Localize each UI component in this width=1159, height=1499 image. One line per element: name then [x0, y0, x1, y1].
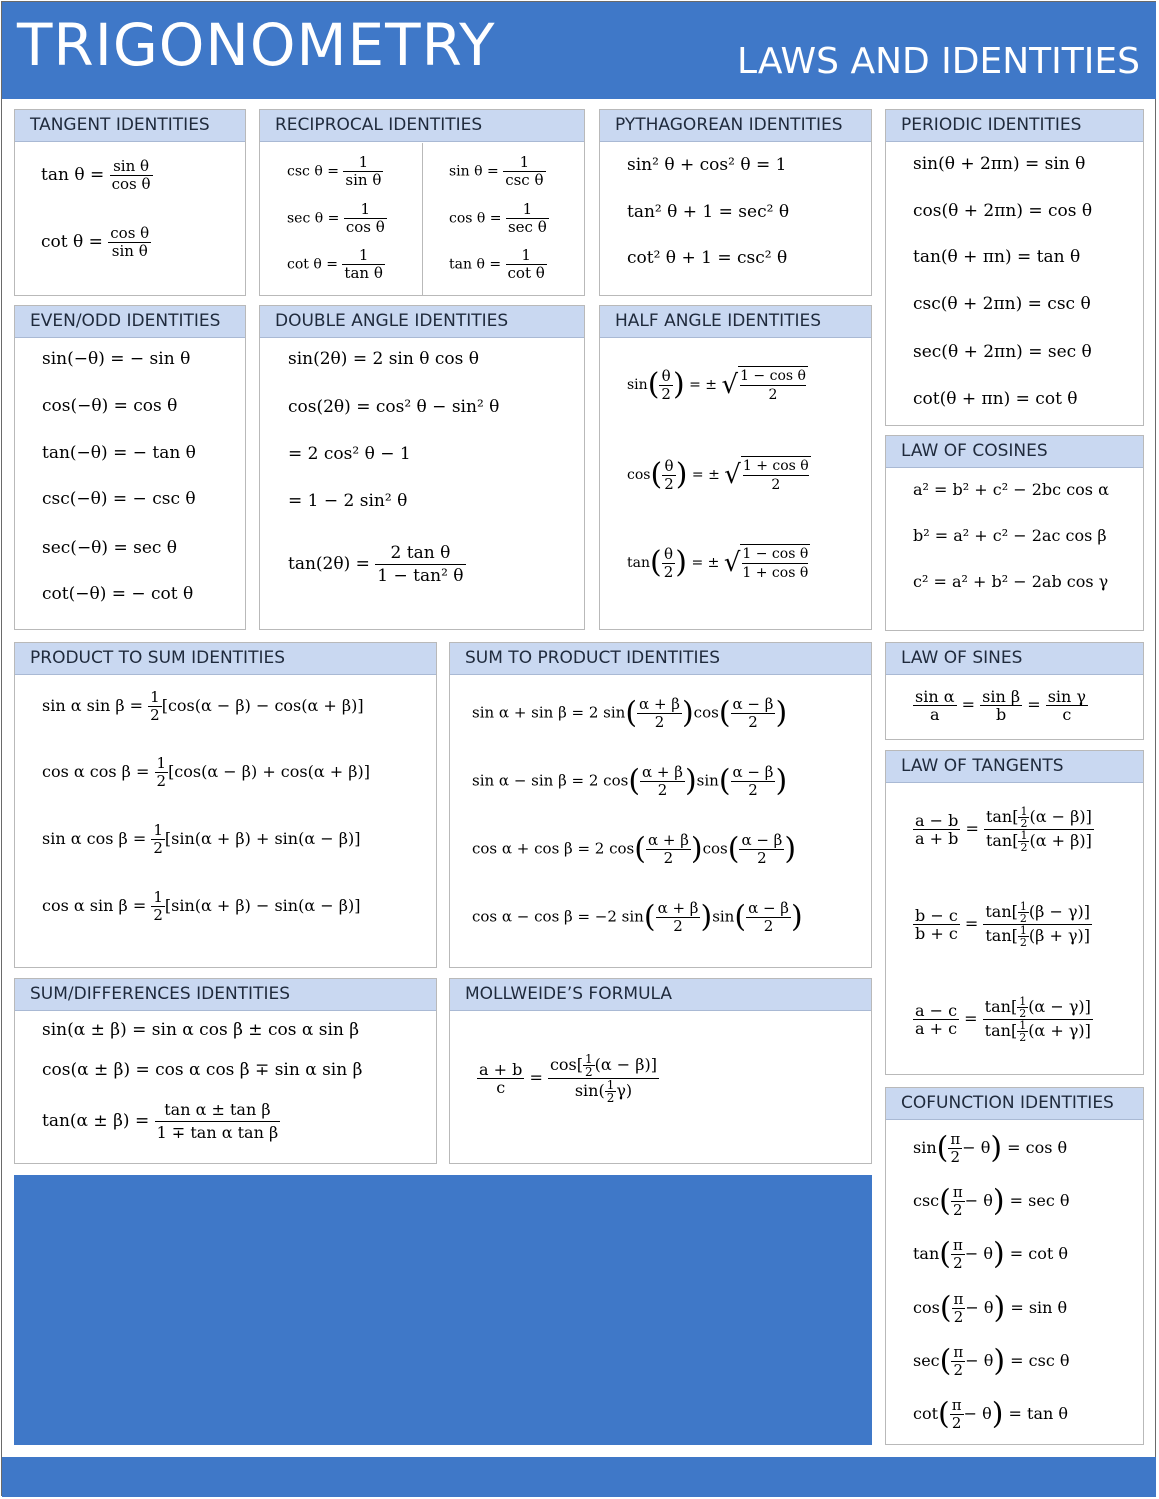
page-header [2, 2, 1156, 99]
cofunction-identities-card [885, 1087, 1144, 1445]
formula: cos(α ± β) = cos α cos β ∓ sin α sin β [42, 1060, 363, 1080]
formula: csc θ = $\frac{1}{\text{sin θ}}$ [287, 153, 382, 189]
formula: tan² θ + 1 = sec² θ [627, 202, 790, 222]
formula: tan θ = $\frac{1}{\text{cot θ}}$ [449, 246, 545, 282]
section-heading: LAW OF SINES [886, 643, 1143, 675]
formula: cos α − cos β = −2 sin( $\frac{\alpha + \beta}{2}$ )sin( $\frac{\alpha - \beta}{2}$ ) [472, 899, 803, 935]
formula: cot θ = $\frac{1}{\text{tan θ}}$ [287, 246, 383, 282]
section-heading: PRODUCT TO SUM IDENTITIES [15, 643, 436, 675]
formula: sin( $\frac{\pi}{2}$ − θ) = cos θ [913, 1130, 1068, 1166]
formula: $\frac{\text{sin α}}{a}$ = $\frac{\text{sin β}}{b}$ = $\frac{\text{sin γ}}{c}$ [915, 687, 1086, 724]
product-to-sum-card [14, 642, 437, 968]
section-heading: EVEN/ODD IDENTITIES [15, 306, 245, 338]
page-title: TRIGONOMETRY [17, 11, 496, 79]
section-heading: PERIODIC IDENTITIES [886, 110, 1143, 142]
reciprocal-identities-card [259, 109, 585, 296]
formula: a² = b² + c² − 2bc cos α [913, 480, 1109, 499]
formula: cos( $\frac{\theta}{2}$ ) = ± √ $\frac{\text{1 + cos θ}}{2}$ [627, 456, 809, 493]
formula: cos( $\frac{\pi}{2}$ − θ) = sin θ [913, 1290, 1068, 1326]
formula: cos α sin β = $\frac{1}{2}$ [sin(α + β) − sin(α − β)] [42, 888, 361, 924]
formula: $\frac{a - c}{a + c}$ = tan[ $\frac{1}{2}$ (α − γ)] tan[ $\frac{1}{2}$ (α + γ)] [915, 995, 1091, 1044]
column-divider [422, 143, 423, 295]
law-of-cosines-card [885, 435, 1144, 631]
section-heading: RECIPROCAL IDENTITIES [260, 110, 584, 142]
formula: sin θ = 1 csc θ [449, 153, 544, 189]
section-heading: LAW OF TANGENTS [886, 751, 1143, 783]
mollweides-formula-card [449, 978, 872, 1164]
formula: sin(−θ) = − sin θ [42, 349, 191, 369]
sum-to-product-card [449, 642, 872, 968]
formula: c² = a² + b² − 2ab cos γ [913, 572, 1109, 591]
formula: csc( $\frac{\pi}{2}$ − θ) = sec θ [913, 1183, 1070, 1219]
formula: tan( $\frac{\pi}{2}$ − θ) = cot θ [913, 1236, 1069, 1272]
formula: cos(−θ) = cos θ [42, 396, 178, 416]
formula: cos(2θ) = cos² θ − sin² θ [288, 397, 500, 417]
formula: sin α cos β = $\frac{1}{2}$ [sin(α + β) + sin(α − β)] [42, 821, 361, 857]
formula: = 1 − 2 sin² θ [288, 491, 408, 511]
formula: tan(2θ) = $\frac{\text{2 tan θ}}{\text{1 − tan² θ}}$ [288, 543, 464, 586]
pythagorean-identities-card [599, 109, 872, 296]
formula: sin² θ + cos² θ = 1 [627, 155, 787, 175]
formula: $\frac{a + b}{c}$ = cos[ $\frac{1}{2}$ (α − β)] sin( $\frac{1}{2}$ γ) [479, 1052, 658, 1105]
section-heading: PYTHAGOREAN IDENTITIES [600, 110, 871, 142]
formula: cot² θ + 1 = csc² θ [627, 248, 788, 268]
sum-differences-card [14, 978, 437, 1164]
periodic-identities-card [885, 109, 1144, 426]
formula: cot(θ + πn) = cot θ [913, 389, 1078, 409]
formula: tan(−θ) = − tan θ [42, 443, 196, 463]
formula: sin α − sin β = 2 cos( $\frac{\alpha + \beta}{2}$ )sin( $\frac{\alpha - \beta}{2}$ ) [472, 763, 788, 799]
formula: cos θ = 1 sec θ [449, 200, 547, 236]
formula: tan θ = $\frac{\text{sin θ}}{\text{cos θ}}$ [41, 157, 151, 193]
formula: sin( $\frac{\theta}{2}$ ) = ± √ $\frac{\text{1 − cos θ}}{2}$ [627, 366, 806, 403]
tangent-identities-card [14, 109, 246, 296]
formula: sin(2θ) = 2 sin θ cos θ [288, 349, 479, 369]
section-heading: DOUBLE ANGLE IDENTITIES [260, 306, 584, 338]
section-heading: SUM TO PRODUCT IDENTITIES [450, 643, 871, 675]
formula: cos α cos β = $\frac{1}{2}$ [cos(α − β) + cos(α + β)] [42, 754, 370, 790]
formula: csc(θ + 2πn) = csc θ [913, 294, 1091, 314]
formula: $\frac{a - b}{a + b}$ = tan[ $\frac{1}{2}$ (α − β)] tan[ $\frac{1}{2}$ (α + β)] [915, 805, 1092, 854]
formula: tan(α ± β) = $\frac{\text{tan α ± tan β}}{\text{1 ∓ tan α tan β}}$ [42, 1100, 279, 1142]
page-footer [2, 1457, 1156, 1497]
decorative-blue-panel [14, 1175, 872, 1445]
formula: sec(θ + 2πn) = sec θ [913, 342, 1092, 362]
law-of-sines-card [885, 642, 1144, 740]
page-subtitle: LAWS AND IDENTITIES [737, 41, 1140, 82]
even-odd-identities-card [14, 305, 246, 630]
formula: tan(θ + πn) = tan θ [913, 247, 1081, 267]
formula: cot θ = $\frac{\text{cos θ}}{\text{sin θ}}$ [41, 224, 150, 260]
section-heading: HALF ANGLE IDENTITIES [600, 306, 871, 338]
formula: csc(−θ) = − csc θ [42, 489, 196, 509]
section-heading: TANGENT IDENTITIES [15, 110, 245, 142]
section-heading: SUM/DIFFERENCES IDENTITIES [15, 979, 436, 1011]
half-angle-identities-card [599, 305, 872, 630]
formula: sec(−θ) = sec θ [42, 538, 178, 558]
formula: tan( $\frac{\theta}{2}$ ) = ± √ $\frac{\text{1 − cos θ}}{\text{1 + cos θ}}$ [627, 544, 809, 581]
section-heading: MOLLWEIDE’S FORMULA [450, 979, 871, 1011]
section-heading: LAW OF COSINES [886, 436, 1143, 468]
formula: $\frac{b - c}{b + c}$ = tan[ $\frac{1}{2}$ (β − γ)] tan[ $\frac{1}{2}$ (β + γ)] [915, 900, 1091, 949]
law-of-tangents-card [885, 750, 1144, 1075]
formula: b² = a² + c² − 2ac cos β [913, 526, 1107, 545]
formula: cos α + cos β = 2 cos( $\frac{\alpha + \beta}{2}$ )cos( $\frac{\alpha - \beta}{2}$ ) [472, 831, 797, 867]
formula: cot(−θ) = − cot θ [42, 584, 194, 604]
double-angle-identities-card [259, 305, 585, 630]
formula: cos(θ + 2πn) = cos θ [913, 201, 1093, 221]
formula: sin(θ + 2πn) = sin θ [913, 154, 1086, 174]
formula: = 2 cos² θ − 1 [288, 444, 411, 464]
formula: sec θ = $\frac{1}{\text{cos θ}}$ [287, 200, 385, 236]
section-heading: COFUNCTION IDENTITIES [886, 1088, 1143, 1120]
formula: sin α + sin β = 2 sin( $\frac{\alpha + \beta}{2}$ )cos( $\frac{\alpha - \beta}{2}$ ) [472, 695, 788, 731]
formula: cot( $\frac{\pi}{2}$ − θ) = tan θ [913, 1396, 1069, 1432]
formula: sin α sin β = $\frac{1}{2}$ [cos(α − β) − cos(α + β)] [42, 688, 364, 724]
formula: sec( $\frac{\pi}{2}$ − θ) = csc θ [913, 1343, 1070, 1379]
formula: sin(α ± β) = sin α cos β ± cos α sin β [42, 1020, 360, 1040]
